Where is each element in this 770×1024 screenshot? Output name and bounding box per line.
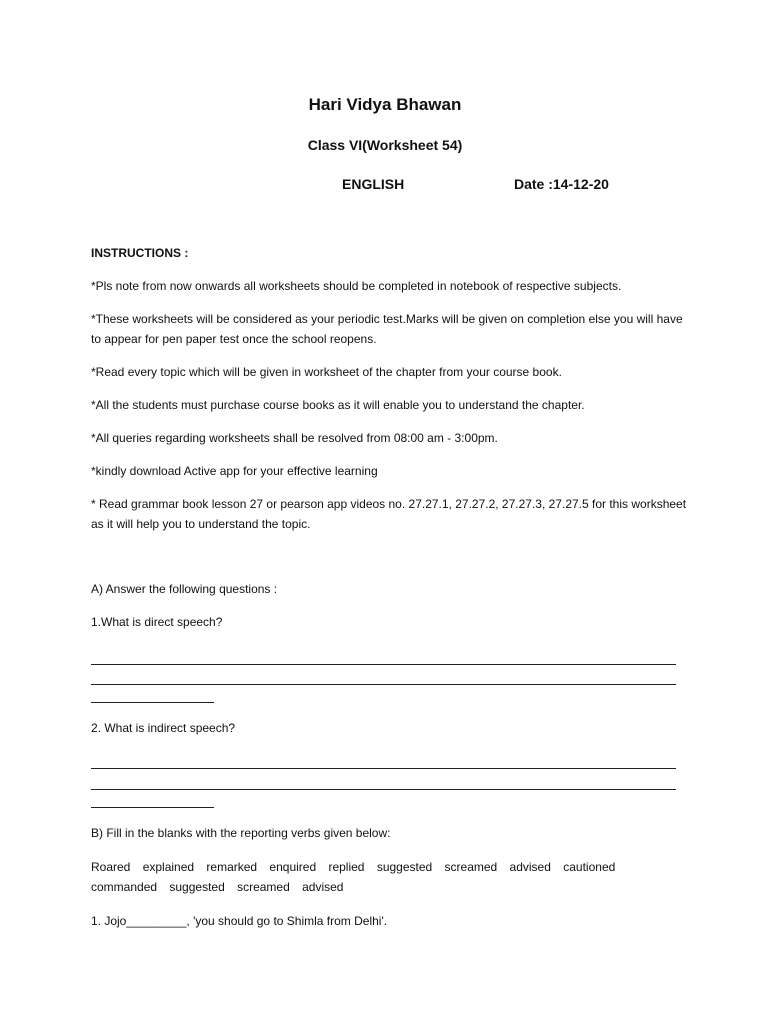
instruction-item: * Read grammar book lesson 27 or pearson app videos no. 27.27.1, 27.27.2, 27.27.3, 27.27.5 for this worksheet as it will help you to understand the topic.	[91, 497, 687, 531]
school-name: Hari Vidya Bhawan	[308, 95, 462, 114]
reporting-verbs-word-bank: Roared explained remarked enquired replied suggested screamed advised cautioned commanded suggested screamed advised	[91, 860, 616, 894]
instruction-item: *All queries regarding worksheets shall be resolved from 08:00 am - 3:00pm.	[91, 431, 498, 445]
instruction-item: *Read every topic which will be given in worksheet of the chapter from your course book.	[91, 365, 562, 379]
answer-line[interactable]	[91, 664, 676, 665]
section-a-heading: A) Answer the following questions :	[91, 582, 278, 596]
subject-label: ENGLISH	[342, 176, 405, 192]
instructions-heading: INSTRUCTIONS :	[91, 246, 189, 260]
answer-line[interactable]	[91, 702, 214, 703]
question-indirect-speech: 2. What is indirect speech?	[91, 721, 236, 735]
instruction-item: *These worksheets will be considered as your periodic test.Marks will be given on completion else you will have to appear for pen paper test once the school reopens.	[91, 312, 683, 346]
answer-line[interactable]	[91, 684, 676, 685]
answer-line[interactable]	[91, 768, 676, 769]
date-label: Date :14-12-20	[514, 176, 609, 192]
answer-line[interactable]	[91, 789, 676, 790]
instruction-item: *Pls note from now onwards all worksheets should be completed in notebook of respective subjects.	[91, 279, 622, 293]
instruction-item: *kindly download Active app for your effective learning	[91, 464, 378, 478]
question-direct-speech: 1.What is direct speech?	[91, 615, 223, 629]
answer-line[interactable]	[91, 807, 214, 808]
instruction-item: *All the students must purchase course books as it will enable you to understand the chapter.	[91, 398, 585, 412]
section-b-heading: B) Fill in the blanks with the reporting verbs given below:	[91, 826, 391, 840]
fill-blank-question: 1. Jojo_________, 'you should go to Shimla from Delhi'.	[91, 914, 388, 928]
class-worksheet-label: Class VI(Worksheet 54)	[307, 137, 463, 153]
